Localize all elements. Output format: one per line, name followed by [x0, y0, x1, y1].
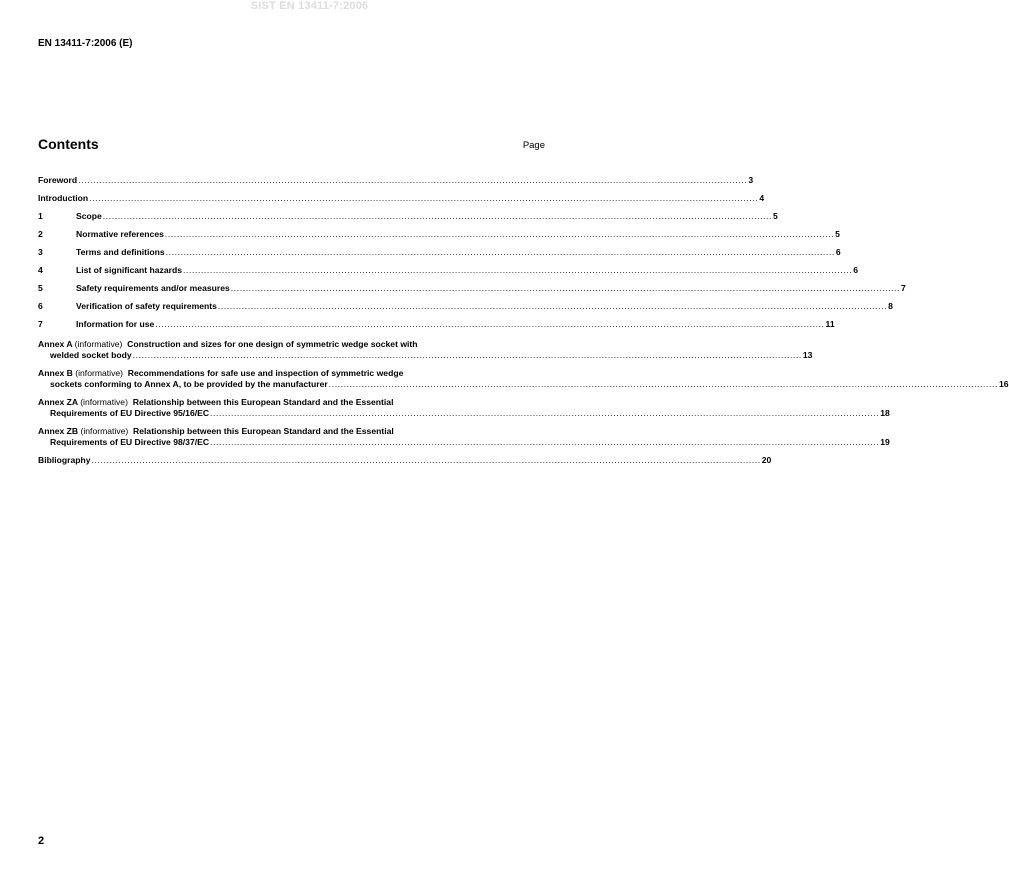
toc-entry-number: 3	[38, 247, 43, 257]
annex-title: Relationship between this European Standard and the Essential	[132, 397, 394, 407]
toc-entry-number: 4	[38, 265, 43, 275]
toc-entry-information-for-use[interactable]	[38, 319, 835, 330]
toc-entry-number: 5	[38, 283, 43, 293]
annex-heading	[38, 397, 545, 408]
toc-annex-a[interactable]	[38, 339, 813, 361]
annex-title-continuation	[38, 379, 1009, 390]
toc-entry-page: 4	[759, 193, 765, 203]
toc-entry-label: Safety requirements and/or measures	[76, 283, 230, 293]
annex-title: Construction and sizes for one design of symmetric wedge socket with	[127, 339, 418, 349]
toc-entry-label: Introduction	[38, 193, 89, 203]
annex-id: Annex B	[38, 368, 73, 378]
page-column-heading: Page	[522, 140, 545, 151]
toc-leader-dots: ................................................................................................................................................................................................................................	[164, 229, 835, 239]
toc-leader-dots: ................................................................................................................................................................................................................................	[217, 301, 888, 311]
toc-entry-significant-hazards[interactable]	[38, 265, 859, 276]
toc-annex-za[interactable]	[38, 397, 890, 419]
toc-leader-dots: ................................................................................................................................................................................................................................	[102, 211, 773, 221]
toc-entry-page: 3	[748, 175, 754, 185]
toc-leader-dots: ................................................................................................................................................................................................................................	[210, 437, 880, 447]
annex-title-continuation	[38, 350, 813, 361]
toc-entry-page: 8	[888, 301, 893, 311]
annex-title: Requirements of EU Directive 98/37/EC	[50, 437, 210, 447]
toc-entry-page: 11	[825, 319, 835, 329]
toc-entry-label: Scope	[76, 211, 102, 221]
annex-title: Recommendations for safe use and inspection of symmetric wedge	[127, 368, 404, 378]
toc-leader-dots: ................................................................................................................................................................................................................................	[132, 350, 802, 360]
annex-title-continuation	[38, 408, 890, 419]
toc-entry-page: 20	[761, 455, 772, 465]
annex-title-continuation	[38, 437, 890, 448]
toc-entry-label: Bibliography	[38, 455, 91, 465]
toc-leader-dots: ................................................................................................................................................................................................................................	[155, 319, 825, 329]
toc-entries	[38, 175, 906, 330]
annex-type: (informative)	[74, 339, 123, 349]
toc-entry-terms-and-definitions[interactable]	[38, 247, 841, 258]
annex-heading	[38, 426, 545, 437]
toc-entry-page: 18	[880, 408, 890, 418]
toc-entry-label: Normative references	[76, 229, 164, 239]
annex-type: (informative)	[75, 368, 124, 378]
toc-entry-number: 7	[38, 319, 43, 329]
annex-type: (informative)	[80, 397, 128, 407]
page-number: 2	[38, 835, 45, 847]
toc-leader-dots: ................................................................................................................................................................................................................................	[230, 283, 901, 293]
annex-heading	[38, 339, 545, 350]
toc-leader-dots: ................................................................................................................................................................................................................................	[165, 247, 835, 257]
toc-leader-dots: ................................................................................................................................................................................................................................	[328, 379, 998, 389]
annex-id: Annex ZB	[38, 426, 79, 436]
toc-leader-dots: ................................................................................................................................................................................................................................	[78, 175, 748, 185]
annex-heading	[38, 368, 545, 379]
toc-entry-label: Foreword	[38, 175, 78, 185]
annex-id: Annex A	[38, 339, 73, 349]
toc-leader-dots: ................................................................................................................................................................................................................................	[210, 408, 880, 418]
toc-entry-page: 6	[835, 247, 841, 257]
toc-entry-number: 6	[38, 301, 43, 311]
toc-entry-label: Terms and definitions	[76, 247, 165, 257]
toc-entry-page: 13	[802, 350, 813, 360]
toc-leader-dots: ................................................................................................................................................................................................................................	[91, 455, 761, 465]
toc-entry-number: 1	[38, 211, 43, 221]
toc-annex-zb[interactable]	[38, 426, 890, 448]
annex-title: Requirements of EU Directive 95/16/EC	[50, 408, 210, 418]
toc-entry-verification[interactable]	[38, 301, 893, 312]
annex-id: Annex ZA	[38, 397, 78, 407]
toc-entry-label: Verification of safety requirements	[76, 301, 217, 311]
toc-entry-label: List of significant hazards	[76, 265, 183, 275]
toc-annex-b[interactable]	[38, 368, 1009, 390]
annex-title: Relationship between this European Standard and the Essential	[133, 426, 394, 436]
toc-entry-page: 16	[998, 379, 1009, 389]
toc-entry-page: 5	[835, 229, 840, 239]
toc-entry-label: Information for use	[76, 319, 155, 329]
annex-type: (informative)	[80, 426, 129, 436]
toc-entry-foreword[interactable]	[38, 175, 754, 186]
document-id: EN 13411-7:2006 (E)	[38, 38, 133, 49]
annex-title: sockets conforming to Annex A, to be provided by the manufacturer	[50, 379, 328, 389]
toc-entry-introduction[interactable]	[38, 193, 765, 204]
watermark: SIST EN 13411-7:2006	[250, 0, 369, 12]
toc-entry-page: 7	[901, 283, 906, 293]
table-of-contents	[38, 175, 1009, 466]
toc-leader-dots: ................................................................................................................................................................................................................................	[89, 193, 759, 203]
toc-leader-dots: ................................................................................................................................................................................................................................	[183, 265, 853, 275]
toc-entry-page: 19	[880, 437, 890, 447]
annex-title: welded socket body	[50, 350, 132, 360]
toc-entry-page: 6	[853, 265, 859, 275]
toc-entry-bibliography[interactable]	[38, 455, 772, 466]
toc-entry-safety-requirements[interactable]	[38, 283, 906, 294]
toc-entry-page: 5	[773, 211, 778, 221]
toc-entry-number: 2	[38, 229, 43, 239]
toc-entry-scope[interactable]	[38, 211, 778, 222]
toc-entry-normative-references[interactable]	[38, 229, 840, 240]
contents-title: Contents	[38, 136, 99, 152]
